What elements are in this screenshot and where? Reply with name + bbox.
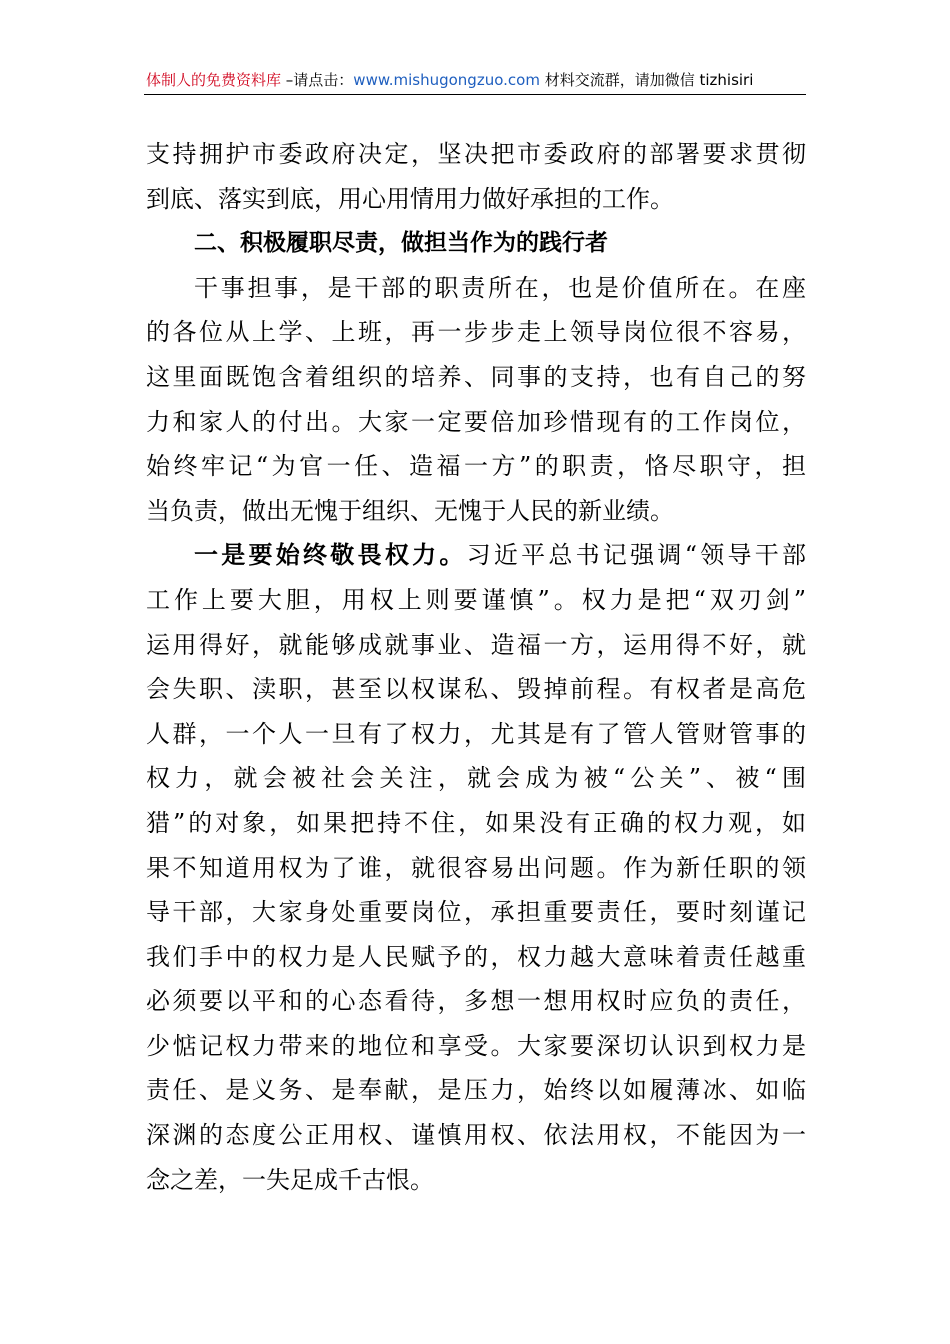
section-heading: 二、积极履职尽责，做担当作为的践行者 [194, 230, 608, 257]
paragraph-line: 导干部，大家身处重要岗位，承担重要责任，要时刻谨记 [146, 898, 806, 927]
header-url-link[interactable]: www.mishugongzuo.com [353, 71, 540, 89]
paragraph-line: 权力，就会被社会关注，就会成为被“公关”、被“围 [146, 764, 806, 793]
paragraph-line: 深渊的态度公正用权、谨慎用权、依法用权，不能因为一 [146, 1121, 806, 1150]
paragraph-line: 始终牢记“为官一任、造福一方”的职责，恪尽职守，担 [146, 452, 806, 481]
paragraph-line: 会失职、渎职，甚至以权谋私、毁掉前程。有权者是高危 [146, 675, 806, 704]
paragraph-line: 念之差，一失足成千古恨。 [146, 1165, 434, 1194]
paragraph-line: 少惦记权力带来的地位和享受。大家要深切认识到权力是 [146, 1031, 806, 1060]
paragraph-line: 到底、落实到底，用心用情用力做好承担的工作。 [146, 184, 674, 213]
paragraph-line: 工作上要大胆，用权上则要谨慎”。权力是把“双刃剑” [146, 585, 806, 614]
paragraph-line: 干事担事，是干部的职责所在，也是价值所在。在座 [194, 273, 806, 302]
paragraph-line: 果不知道用权为了谁，就很容易出问题。作为新任职的领 [146, 853, 806, 882]
paragraph-lead: 一是要始终敬畏权力。 [194, 541, 467, 570]
paragraph-line [146, 533, 806, 578]
header-brand: 体制人的免费资料库 [146, 71, 282, 89]
paragraph-line: 责任、是义务、是奉献，是压力，始终以如履薄冰、如临 [146, 1076, 806, 1105]
paragraph-line: 力和家人的付出。大家一定要倍加珍惜现有的工作岗位， [146, 407, 806, 436]
header-tail: 材料交流群，请加微信 tizhisiri [539, 71, 754, 89]
document-body [146, 132, 806, 1202]
paragraph-line: 我们手中的权力是人民赋予的，权力越大意味着责任越重 [146, 942, 806, 971]
header-separator: –请点击： [281, 71, 354, 89]
paragraph-line: 猎”的对象，如果把持不住，如果没有正确的权力观，如 [146, 808, 806, 837]
page-header [146, 70, 806, 94]
paragraph-line: 支持拥护市委政府决定，坚决把市委政府的部署要求贯彻 [146, 140, 806, 168]
paragraph-line: 运用得好，就能够成就事业、造福一方，运用得不好，就 [146, 630, 806, 659]
paragraph-line: 这里面既饱含着组织的培养、同事的支持，也有自己的努 [146, 362, 806, 391]
paragraph-text: 习近平总书记强调“领导干部 [466, 541, 806, 570]
header-divider [144, 94, 806, 95]
paragraph-line: 的各位从上学、上班，再一步步走上领导岗位很不容易， [146, 318, 806, 347]
paragraph-line: 当负责，做出无愧于组织、无愧于人民的新业绩。 [146, 496, 674, 525]
paragraph-line: 人群，一个人一旦有了权力，尤其是有了管人管财管事的 [146, 719, 806, 748]
paragraph-line: 必须要以平和的心态看待，多想一想用权时应负的责任， [146, 987, 806, 1016]
